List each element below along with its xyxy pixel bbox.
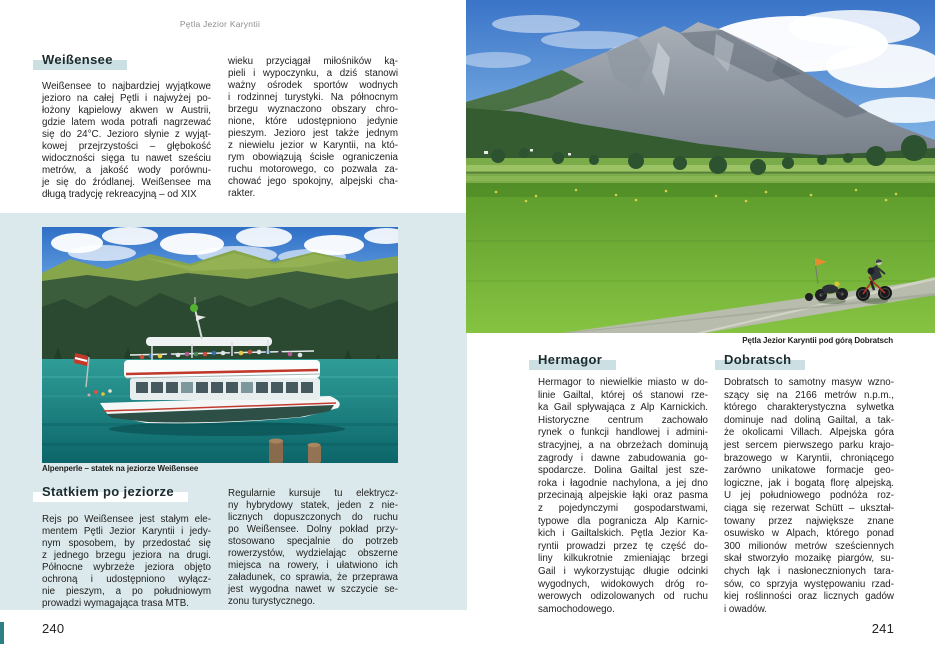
page-number-left: 240 xyxy=(42,621,65,636)
text-line: ka Gail spływająca z Alp Karnickich. xyxy=(538,402,708,414)
text-line: kich i Gailtalskich. Pętla Jezior Ka- xyxy=(538,528,708,540)
text-line: wygodnych, widokowych dróg ro- xyxy=(538,578,708,590)
text-line: chych łąk i nasłonecznionych tara- xyxy=(724,565,894,577)
text-line: kiej roślinności oraz licznych gadów xyxy=(724,591,894,603)
text-line: rym obowiązują ścisłe ograniczenia xyxy=(228,152,398,163)
text-line: prowadzi wymagająca trasa MTB. xyxy=(42,598,190,609)
landscape-photo-caption: Pętla Jezior Karyntii pod górą Dobratsch xyxy=(742,336,893,345)
text-line: jezioro na całej Pętli i najwyżej po- xyxy=(42,93,211,104)
text-line: jest sercem pierwszego parku krajo- xyxy=(724,439,894,451)
text-line: gdzie latem woda potrafi nagrzewać xyxy=(42,117,211,128)
text-line: szący się na 2166 metrów n.p.m., xyxy=(724,389,894,401)
text-line: typowe dla pogranicza Alp Karnic- xyxy=(538,515,708,527)
text-line: roka i łagodnie nachylona, a jej dno xyxy=(538,477,708,489)
text-line: ważny ośrodek sportów wodnych xyxy=(228,80,398,91)
text-line: towany przez największe znane xyxy=(724,515,894,527)
boat-photo-caption: Alpenperle – statek na jeziorze Weißensee xyxy=(42,464,199,473)
text-line: nie pieszym, a po południowym xyxy=(42,586,211,597)
text-line: skał stworzyło mozaikę piargów, su- xyxy=(724,553,894,565)
text-line: że okolicami Villach. Alpejska góra xyxy=(724,427,894,439)
text-line: Weißensee to najbardziej wyjątkowe xyxy=(42,81,211,92)
text-line: długą tradycję rekreacyjną – od XIX xyxy=(42,189,197,200)
text-line: mentem Pętli Jezior Karyntii i jedy- xyxy=(42,526,211,537)
weissensee-text-column-1 xyxy=(42,81,211,201)
text-line: widoczności sięga tu nawet sześciu xyxy=(42,153,211,164)
text-line: 300 milionów metrów sześciennych xyxy=(724,540,894,552)
text-line: brazowego w Karyntii, chroniącego xyxy=(724,452,894,464)
text-line: z pojedynczymi gospodarstwami, xyxy=(538,502,708,514)
text-line: chować jego spokojny, alpejski cha- xyxy=(228,176,398,187)
text-line: załadunek, co sprawia, że przeprawa xyxy=(228,572,398,583)
text-line: linie Gailtal, której oś stanowi rze- xyxy=(538,389,708,401)
text-line: ny hybrydowy statek, jeden z nie- xyxy=(228,500,398,511)
page-number-right: 241 xyxy=(871,621,894,636)
text-line: stosowano specjalnie do potrzeb xyxy=(228,536,398,547)
weissensee-text-column-2 xyxy=(228,56,398,200)
text-line: nione, które udostępniono jedynie xyxy=(228,116,398,127)
text-line: sów, co sprzyja występowaniu rzad- xyxy=(724,578,894,590)
statkiem-text-column-2 xyxy=(228,488,398,608)
statkiem-text-column-1 xyxy=(42,514,211,610)
text-line: samochodowego. xyxy=(538,603,615,615)
text-line: z jednego brzegu jeziora na drugi. xyxy=(42,550,211,561)
text-line: ciąga się rezerwat Schütt – ukształ- xyxy=(724,502,894,514)
text-line: pieszym. Jezioro jest także jednym xyxy=(228,128,398,139)
text-line: rakter. xyxy=(228,188,256,199)
text-line: po Weißensee. Dolny pokład przy- xyxy=(228,524,398,535)
text-line: zagrody i dawne zabudowania go- xyxy=(538,452,708,464)
text-line: dominuje nad doliną Gailtal, a tak- xyxy=(724,414,894,426)
boat-photo-illustration xyxy=(42,227,398,463)
meadow xyxy=(466,183,935,333)
text-line: U jej południowego podnóża roz- xyxy=(724,490,894,502)
page-edge-tab xyxy=(0,622,4,644)
text-line: nym sposobem, by przedostać się xyxy=(42,538,211,549)
text-line: Rejs po Weißensee jest stałym ele- xyxy=(42,514,211,525)
running-head: Pętla Jezior Karyntii xyxy=(179,19,261,29)
text-line: stracyjnej, a na obrzeżach dominują xyxy=(538,439,708,451)
text-line: Gail i wykorzystując długie odcinki xyxy=(538,565,708,577)
text-line: je się do źródlanej. Weißensee ma xyxy=(42,177,211,188)
text-line: ruchu motorowego, co pozwala za- xyxy=(228,164,398,175)
text-line: logiczne, jak i bogatą florę alpejską. xyxy=(724,477,894,489)
landscape-photo-illustration xyxy=(466,0,935,333)
text-line: werowych odizolowanych od ruchu xyxy=(538,591,708,603)
text-line: jest wygodna nawet w szczycie se- xyxy=(228,584,398,595)
text-line: Dobratsch to samotny masyw wzno- xyxy=(724,377,894,388)
text-line: łożony kąpielowy akwen w Austrii, xyxy=(42,105,211,116)
backpack xyxy=(868,268,875,275)
text-line: przecinają alpejskie łąki oraz pasma xyxy=(538,490,708,502)
dobratsch-text-column xyxy=(724,377,894,616)
text-line: zonu turystycznego. xyxy=(228,596,316,607)
text-line: Hermagor to niewielkie miasto w do- xyxy=(538,377,708,388)
text-line: ryntii prowadzi przez tę część do- xyxy=(538,540,708,552)
text-line: zarówno unikatowe formacje geo- xyxy=(724,465,894,477)
left-page xyxy=(0,0,467,666)
weissensee-boat-photo xyxy=(42,227,398,463)
text-line: brzegu wyznaczono obszary chro- xyxy=(228,104,398,115)
text-line: osuwisko w Alpach, którego ponad xyxy=(724,528,894,540)
text-line: i owadów. xyxy=(724,603,768,615)
text-line: ochroną i udostępniono wyłącz- xyxy=(42,574,211,585)
text-line: Północne wybrzeże jeziora objęto xyxy=(42,562,211,573)
section-title-hermagor: Hermagor xyxy=(538,353,602,367)
section-title-weissensee: Weißensee xyxy=(42,53,113,67)
mast-ball xyxy=(190,304,198,312)
text-line: licznych dopuszczonych do ruchu xyxy=(228,512,398,523)
text-line: Historyczne centrum zachowało xyxy=(538,414,708,426)
text-line: wieku przyciągał miłośników ką- xyxy=(228,56,398,67)
text-line: którego charakterystyczna sylwetka xyxy=(724,402,894,414)
section-title-dobratsch: Dobratsch xyxy=(724,353,791,367)
text-line: metrów, a jakość wody porównu- xyxy=(42,165,211,176)
right-page xyxy=(467,0,935,666)
text-line: liny kilkukrotnie zmieniając brzegi xyxy=(538,553,708,565)
text-line: rynek o funkcji handlowej i admini- xyxy=(538,427,708,439)
text-line: spodarcze. Dolina Gailtal jest sze- xyxy=(538,465,708,477)
text-line: i rodzinnej turystyki. Na północnym xyxy=(228,92,398,103)
text-line: z niewielu jezior w Karyntii, na któ- xyxy=(228,140,398,151)
text-line: Regularnie kursuje tu elektrycz- xyxy=(228,488,398,499)
hermagor-text-column xyxy=(538,377,708,616)
text-line: pieli i wypoczynku, a dziś stanowi xyxy=(228,68,398,79)
dobratsch-landscape-photo xyxy=(466,0,935,333)
text-line: się do 24°C. Jezioro słynie z wyjąt- xyxy=(42,129,211,140)
text-line: kowej przejrzystości – głębokość xyxy=(42,141,211,152)
text-line: rowerzystów, wydzielając obszerne xyxy=(228,548,398,559)
section-title-statkiem: Statkiem po jeziorze xyxy=(42,485,174,499)
text-line: miejsca na rowery, i ułatwiono ich xyxy=(228,560,398,571)
